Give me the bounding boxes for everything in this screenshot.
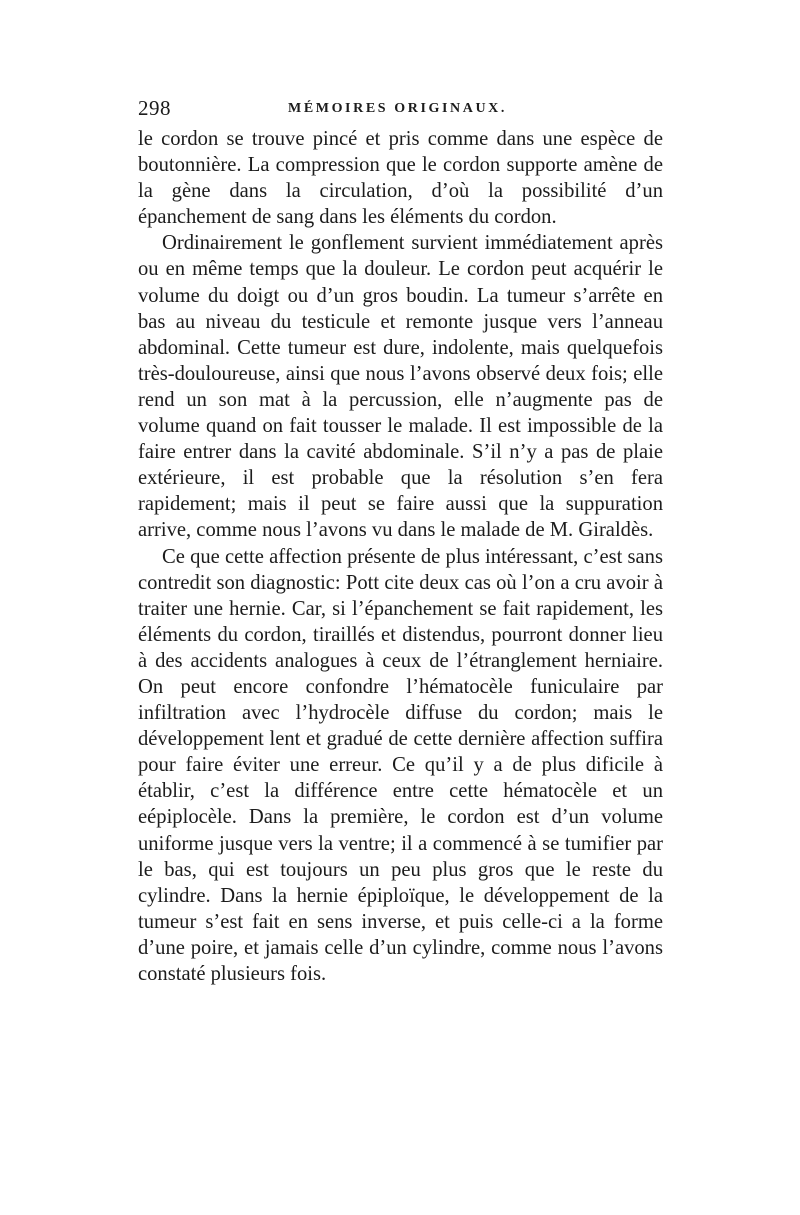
page-number: 298 bbox=[138, 96, 171, 120]
paragraph-diagnosis: Ce que cette affection présente de plus intéressant, c’est sans contredit son diagnostic: Pott cite deux cas où l’on a cru avoir à traiter une hernie. Car, si l’épanchement se fait rapidement, les éléments du cordon, tiraillés et distendus, pourront donner lieu à des accidents analogues à ceux de l’étranglement herniaire. On peut encore confondre l’hématocèle funiculaire par infiltration avec l’hydrocèle diffuse du cordon; mais le développement lent et gradué de cette dernière affection suffira pour faire éviter une erreur. Ce qu’il y a de plus dificile à établir, c’est la différence entre cette hématocèle et un eépiplocèle. Dans la première, le cordon est d’un volume uniforme jusque vers la ventre; il a commencé à se tumifier par le bas, qui est toujours un peu plus gros que le reste du cylindre. Dans la hernie épiploïque, le développement de la tumeur s’est fait en sens inverse, et puis celle-ci a la forme d’une poire, et jamais celle d’un cylindre, comme nous l’avons constaté plusieurs fois. bbox=[138, 545, 663, 985]
running-title: MÉMOIRES ORIGINAUX. bbox=[288, 101, 507, 116]
body-text bbox=[138, 126, 663, 987]
paragraph-swelling: Ordinairement le gonflement survient immédiatement après ou en même temps que la douleur. Le cordon peut acquérir le volume du doigt ou d’un gros boudin. La tumeur s’arrête en bas au niveau du testicule et remonte jusque vers l’anneau abdominal. Cette tumeur est dure, indolente, mais quelquefois très-douloureuse, ainsi que nous l’avons observé deux fois; elle rend un son mat à la percussion, elle n’augmente pas de volume quand on fait tousser le malade. Il est impossible de la faire entrer dans la cavité abdominale. S’il n’y a pas de plaie extérieure, il est probable que la résolution s’en fera rapidement; mais il peut se faire aussi que la suppuration arrive, comme nous l’avons vu dans le malade de M. Giraldès. bbox=[138, 232, 663, 542]
book-page bbox=[138, 96, 663, 987]
running-header bbox=[138, 96, 663, 126]
paragraph-continuation: le cordon se trouve pincé et pris comme dans une espèce de boutonnière. La compression que le cordon supporte amène de la gène dans la circulation, d’où la possibilité d’un épanchement de sang dans les éléments du cordon. bbox=[138, 128, 663, 229]
